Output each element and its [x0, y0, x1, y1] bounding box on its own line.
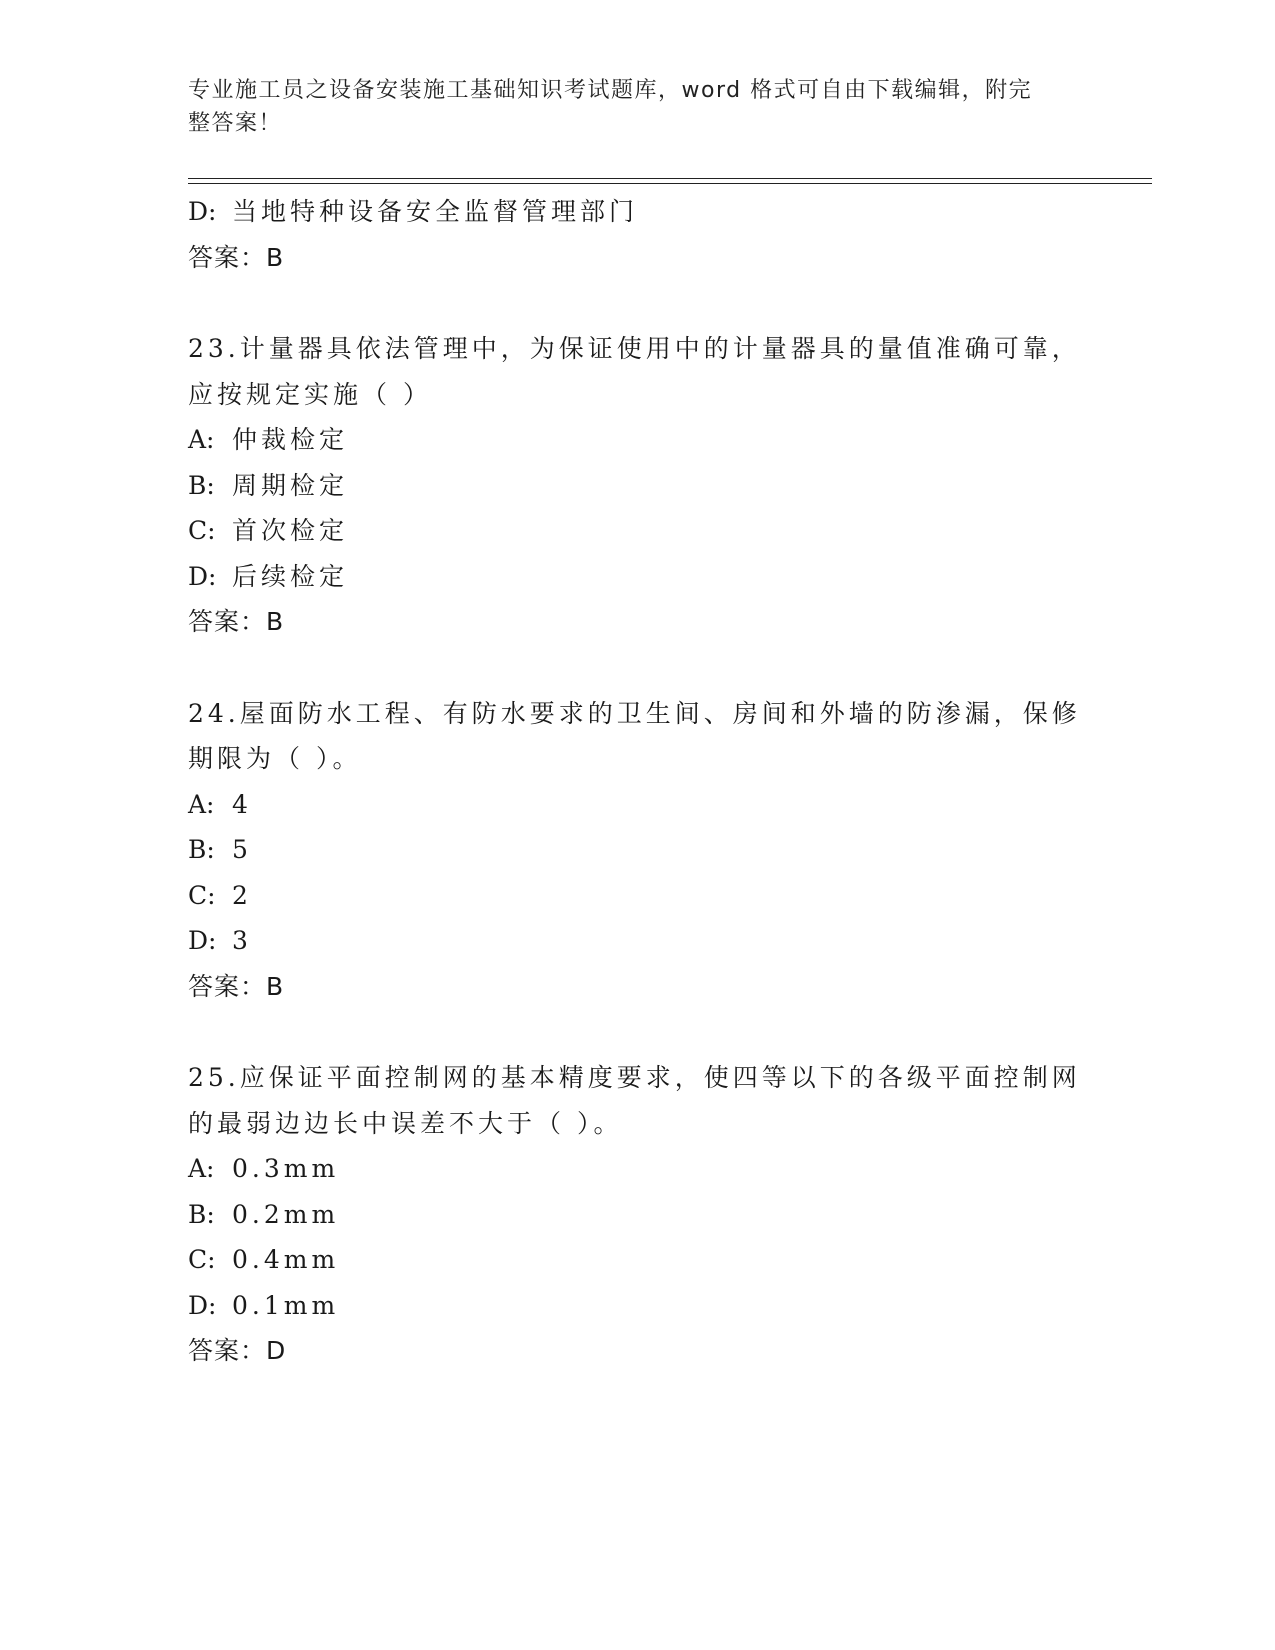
option-a	[188, 417, 1088, 463]
question-content	[188, 189, 1088, 1374]
option-text: 0.2mm	[232, 1199, 340, 1229]
option-b	[188, 1192, 1088, 1238]
option-label: B:	[188, 835, 215, 864]
question-stem-line: 应按规定实施（ ）	[188, 379, 432, 409]
option-label: B:	[188, 470, 215, 500]
option-label: C:	[188, 1245, 216, 1274]
spacer	[188, 1009, 1088, 1055]
option-text: 0.4mm	[232, 1245, 340, 1274]
option-label: B:	[188, 1199, 215, 1229]
option-b	[188, 827, 1088, 873]
option-label: A:	[188, 1154, 215, 1183]
option-label: D:	[188, 197, 217, 226]
option-label: A:	[188, 425, 215, 454]
option-text: 0.1mm	[232, 1290, 340, 1320]
spacer	[188, 280, 1088, 326]
option-c	[188, 873, 1088, 919]
option-c	[188, 1237, 1088, 1283]
question-stem-line: 24.屋面防水工程、有防水要求的卫生间、房间和外墙的防渗漏，保修	[188, 698, 1081, 728]
option-text: 仲裁检定	[232, 425, 349, 454]
option-a	[188, 782, 1088, 828]
document-header	[188, 74, 1068, 140]
option-text: 3	[232, 926, 252, 955]
option-label: C:	[188, 880, 216, 910]
option-b	[188, 463, 1088, 509]
prev-option-d	[188, 189, 1088, 235]
answer-line: 答案：B	[188, 607, 285, 636]
option-text: 首次检定	[232, 516, 349, 545]
option-a	[188, 1146, 1088, 1192]
header-divider-top	[188, 178, 1152, 179]
answer-line: 答案：D	[188, 1336, 287, 1365]
header-line-1: 专业施工员之设备安装施工基础知识考试题库，word 格式可自由下载编辑，附完	[188, 78, 1033, 103]
prev-answer: 答案：B	[188, 242, 285, 272]
header-line-2: 整答案！	[188, 111, 283, 136]
option-text: 0.3mm	[232, 1154, 340, 1183]
spacer	[188, 645, 1088, 691]
option-c	[188, 508, 1088, 554]
option-text: 周期检定	[232, 470, 349, 500]
question-stem-line: 23.计量器具依法管理中，为保证使用中的计量器具的量值准确可靠，	[188, 334, 1081, 363]
option-text: 后续检定	[232, 561, 349, 591]
option-text: 5	[232, 835, 252, 864]
option-label: C:	[188, 516, 216, 545]
question-stem-line: 期限为（ ）。	[188, 744, 362, 773]
option-text: 当地特种设备安全监督管理部门	[232, 197, 639, 226]
answer-line: 答案：B	[188, 971, 285, 1001]
question-23	[188, 326, 1088, 645]
option-label: D:	[188, 926, 217, 955]
question-stem-line: 的最弱边边长中误差不大于（ ）。	[188, 1108, 623, 1138]
option-d	[188, 918, 1088, 964]
question-24	[188, 691, 1088, 1010]
header-divider-bottom	[188, 183, 1152, 184]
option-text: 2	[232, 880, 252, 910]
question-25	[188, 1055, 1088, 1374]
question-stem-line: 25.应保证平面控制网的基本精度要求，使四等以下的各级平面控制网	[188, 1063, 1081, 1092]
option-label: A:	[188, 789, 215, 819]
option-d	[188, 554, 1088, 600]
option-d	[188, 1283, 1088, 1329]
option-label: D:	[188, 1290, 217, 1320]
option-label: D:	[188, 561, 217, 591]
option-text: 4	[232, 789, 252, 819]
